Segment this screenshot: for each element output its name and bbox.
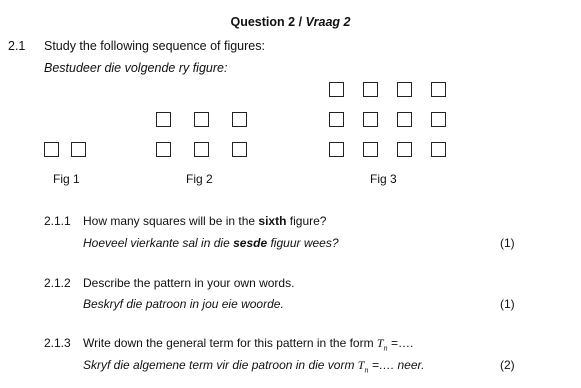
question-number: 2.1 [8,39,26,53]
figure-3-label: Fig 3 [370,172,397,186]
figure-1-label: Fig 1 [53,172,80,186]
square [44,142,59,157]
square [156,112,171,127]
square [329,82,344,97]
question-text-en: Study the following sequence of figures: [44,39,265,53]
question-text-af: Bestudeer die volgende ry figure: [44,61,228,75]
subquestion-3-number: 2.1.3 [44,336,71,350]
subquestion-1-text-af: Hoeveel vierkante sal in die sesde figuur wees? [83,236,339,250]
square [194,112,209,127]
figure-2-label: Fig 2 [186,172,213,186]
subquestion-3-marks: (2) [500,358,515,372]
subquestion-2-text-en: Describe the pattern in your own words. [83,276,295,290]
subquestion-2-text-af: Beskryf die patroon in jou eie woorde. [83,297,284,311]
subquestion-1-number: 2.1.1 [44,214,71,228]
subquestion-2-number: 2.1.2 [44,276,71,290]
subquestion-1-text-en: How many squares will be in the sixth figure? [83,214,327,228]
square [71,142,86,157]
subquestion-3-text-af: Skryf die algemene term vir die patroon in die vorm $T_n$ =…. neer. [83,358,425,375]
square [156,142,171,157]
square [194,142,209,157]
square [397,112,412,127]
square [329,112,344,127]
square [397,82,412,97]
subquestion-1-marks: (1) [500,236,515,250]
square [431,142,446,157]
subquestion-2-marks: (1) [500,297,515,311]
title-en: Question 2 / [230,15,303,29]
page-title [0,15,581,29]
title-af: Vraag 2 [305,15,351,29]
square [397,142,412,157]
square [232,142,247,157]
square [363,112,378,127]
square [232,112,247,127]
square [363,142,378,157]
square [329,142,344,157]
square [431,112,446,127]
subquestion-3-text-en: Write down the general term for this pattern in the form $T_n$ =…. [83,336,414,353]
square [363,82,378,97]
square [431,82,446,97]
